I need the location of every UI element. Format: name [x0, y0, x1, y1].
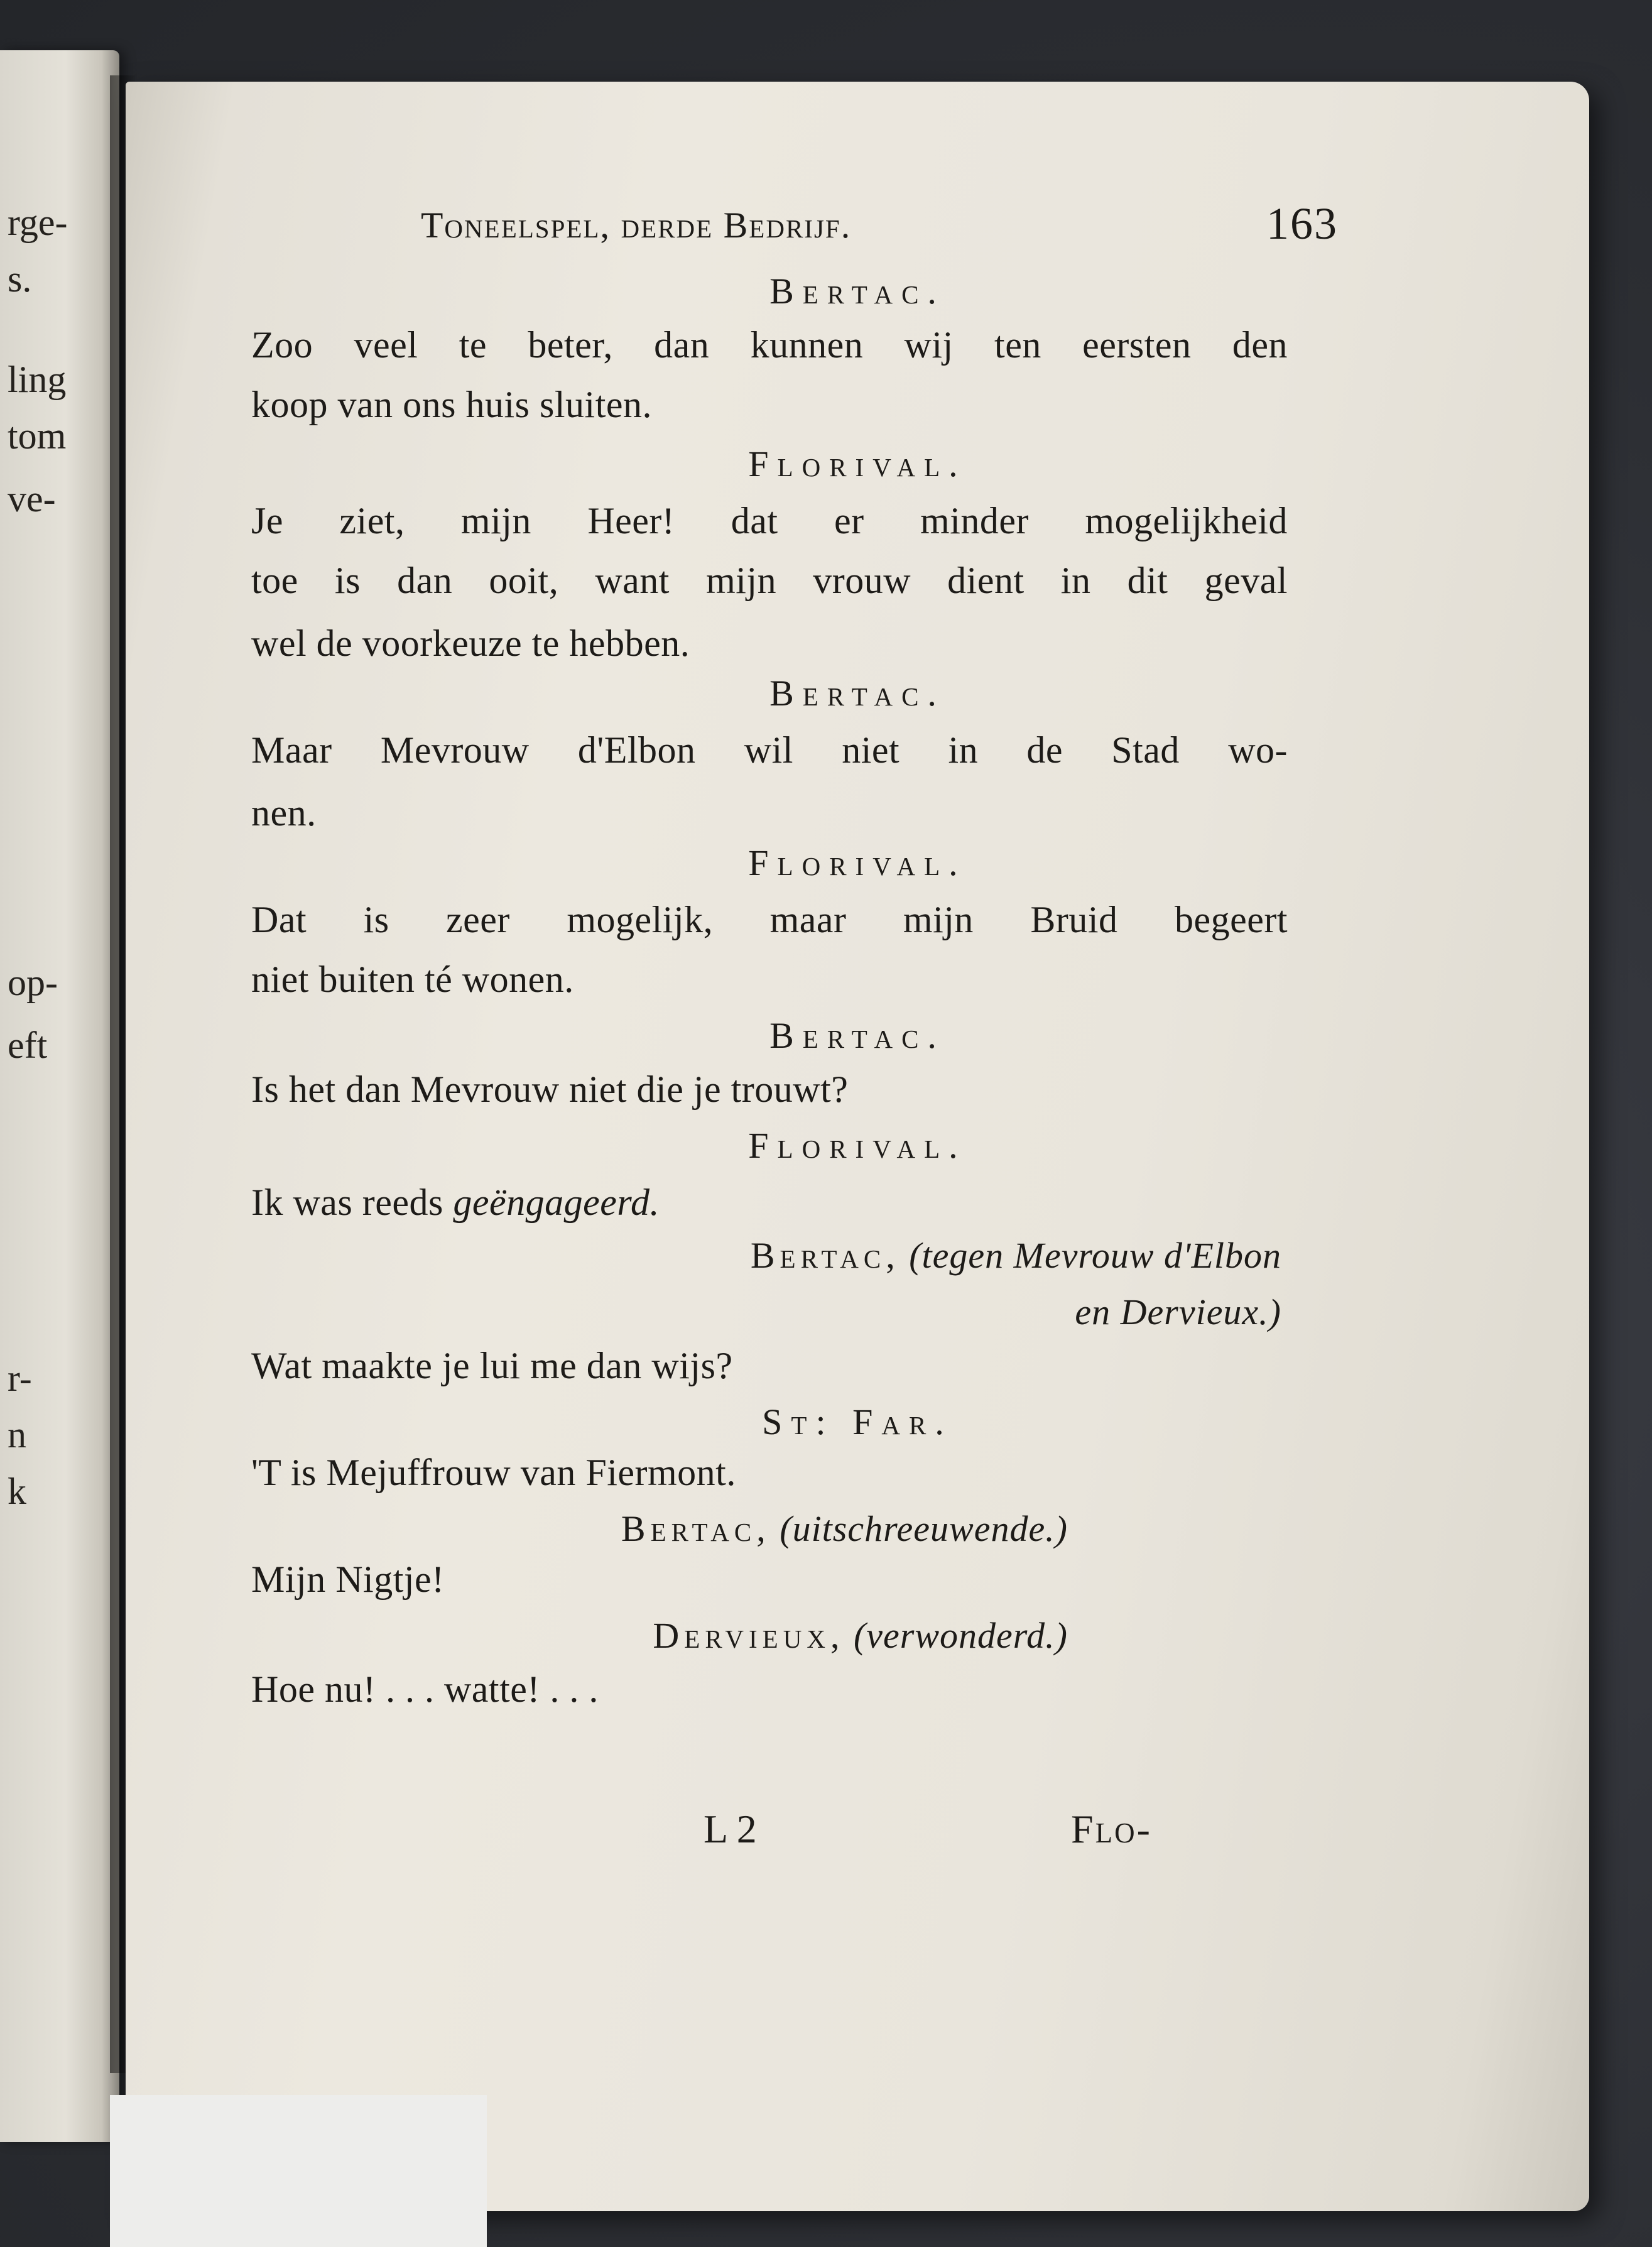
- speaker-name: Bertac.: [769, 673, 945, 714]
- speaker-name: Florival.: [748, 443, 967, 484]
- dialogue-line: Dat is zeer mogelijk, maar mijn Bruid begeert: [251, 899, 1288, 940]
- white-patch: [110, 2095, 487, 2247]
- stage-direction-line: [251, 1614, 1068, 1657]
- dialogue-line: Maar Mevrouw d'Elbon wil niet in de Stad wo-: [251, 729, 1288, 771]
- speaker-name: Bertac.: [769, 1015, 945, 1056]
- left-page-fragment: k: [8, 1471, 26, 1512]
- stage-speaker: Dervieux,: [653, 1615, 845, 1656]
- page-footer: [126, 1806, 1589, 1863]
- dialogue-line: Hoe nu! . . . watte! . . .: [251, 1668, 599, 1710]
- stage-speaker: Bertac,: [750, 1235, 900, 1276]
- left-page-fragment: rge-: [8, 202, 68, 243]
- dialogue-line: Wat maakte je lui me dan wijs?: [251, 1345, 733, 1386]
- dialogue-line: Is het dan Mevrouw niet die je trouwt?: [251, 1069, 849, 1110]
- left-page-fragment: s.: [8, 258, 32, 300]
- left-page-edge: [0, 50, 119, 2142]
- stage-direction: (uitschreeuwende.): [780, 1508, 1068, 1549]
- dialogue-line: koop van ons huis sluiten.: [251, 384, 652, 425]
- stage-direction: (tegen Mevrouw d'Elbon: [909, 1235, 1281, 1276]
- left-page-fragment: tom: [8, 415, 67, 457]
- running-header: [421, 198, 1338, 254]
- speaker-name: Florival.: [748, 1125, 967, 1166]
- dialogue-line: nen.: [251, 792, 317, 834]
- stage-direction-line: [251, 1291, 1281, 1333]
- dialogue-line: Zoo veel te beter, dan kunnen wij ten eersten den: [251, 324, 1288, 366]
- stage-direction-line: [251, 1508, 1068, 1550]
- dialogue-line: Je ziet, mijn Heer! dat er minder mogelijkheid: [251, 500, 1288, 541]
- signature-mark: L 2: [704, 1807, 757, 1851]
- left-page-fragments: [0, 50, 119, 2142]
- dialogue-line: Mijn Nigtje!: [251, 1559, 445, 1600]
- page-number: 163: [1266, 199, 1338, 249]
- stage-direction: en Dervieux.): [1075, 1292, 1281, 1332]
- stage-direction-line: [251, 1234, 1281, 1276]
- dialogue-line: [251, 1181, 1288, 1224]
- speaker-name: Bertac.: [769, 271, 945, 312]
- dialogue-line: toe is dan ooit, want mijn vrouw dient in dit geval: [251, 560, 1288, 601]
- left-page-fragment: eft: [8, 1025, 48, 1066]
- dialogue-italic: geëngageerd.: [453, 1182, 660, 1223]
- dialogue-line: niet buiten té wonen.: [251, 959, 574, 1000]
- stage-direction: (verwonderd.): [853, 1615, 1068, 1656]
- dialogue-line: wel de voorkeuze te hebben.: [251, 623, 690, 664]
- stage-speaker: Bertac,: [621, 1508, 771, 1549]
- dialogue-line: 'T is Mejuffrouw van Fiermont.: [251, 1452, 736, 1493]
- left-page-fragment: ling: [8, 359, 67, 400]
- left-page-fragment: ve-: [8, 478, 56, 520]
- page-content: [126, 82, 1589, 2211]
- left-page-fragment: n: [8, 1414, 26, 1455]
- speaker-name: St: Far.: [762, 1401, 953, 1442]
- left-page-fragment: op-: [8, 962, 58, 1003]
- dialogue-plain: Ik was reeds: [251, 1182, 454, 1223]
- left-page-fragment: r-: [8, 1357, 32, 1399]
- speaker-name: Florival.: [748, 842, 967, 883]
- catchword: Flo-: [1071, 1807, 1152, 1851]
- running-title: Toneelspel, derde Bedrijf.: [421, 205, 852, 246]
